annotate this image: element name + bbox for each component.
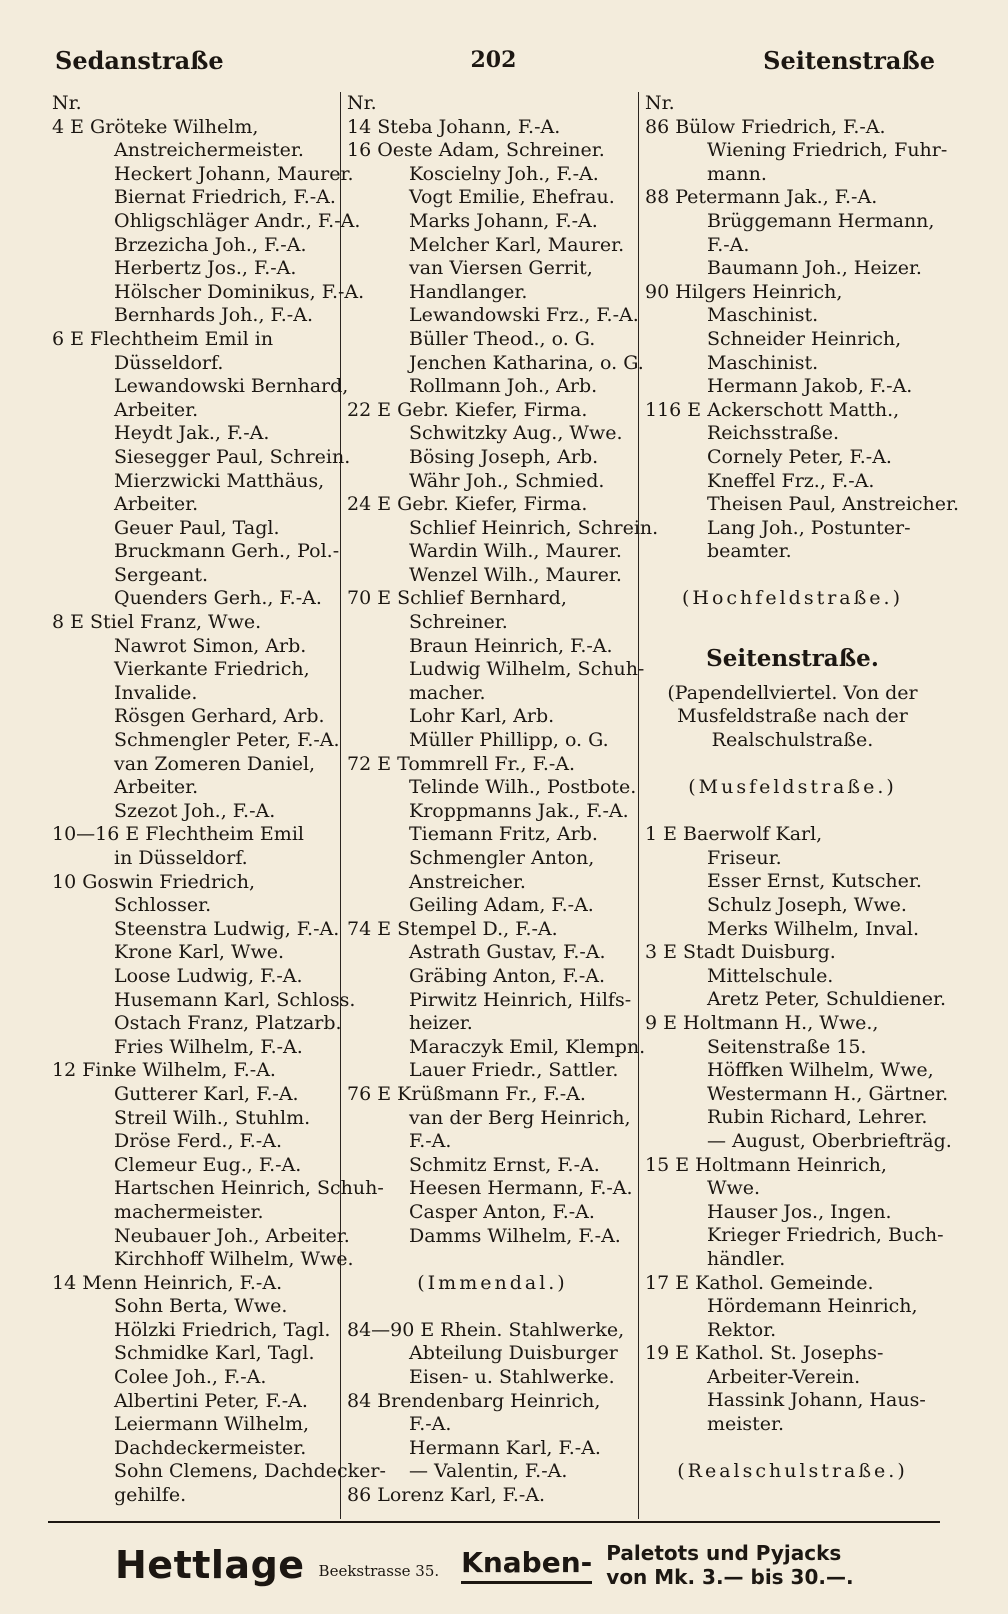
directory-entry: Maschinist. — [707, 351, 819, 374]
directory-entry: Wardin Wilh., Maurer. — [409, 540, 622, 563]
directory-entry: Handlanger. — [409, 280, 528, 303]
directory-entry: van Zomeren Daniel, — [114, 752, 316, 775]
directory-entry: Mittelschule. — [707, 964, 834, 987]
directory-entry: Heckert Johann, Maurer. — [114, 162, 354, 185]
directory-entry: Höffken Wilhelm, Wwe, — [707, 1059, 934, 1082]
section-title: Seitenstraße. — [706, 644, 879, 672]
directory-entry: Szezot Joh., F.-A. — [114, 799, 276, 822]
directory-entry: 70 E Schlief Bernhard, — [347, 587, 567, 610]
directory-entry: 74 E Stempel D., F.-A. — [347, 917, 558, 940]
directory-entry: Schulz Joseph, Wwe. — [707, 894, 907, 916]
ad-brand: Hettlage — [115, 1543, 305, 1587]
directory-entry: Reichsstraße. — [707, 422, 840, 445]
directory-entry: Düsseldorf. — [114, 351, 224, 374]
directory-entry — [347, 1295, 638, 1319]
page-number: 202 — [470, 47, 517, 73]
directory-entry: Nr. — [52, 92, 82, 114]
directory-entry: Wenzel Wilh., Maurer. — [409, 563, 622, 586]
column-left — [48, 92, 386, 1519]
directory-entry: Esser Ernst, Kutscher. — [707, 870, 922, 893]
street-heading: (Immendal.) — [417, 1271, 568, 1294]
street-heading: (Realschulstraße.) — [677, 1460, 908, 1483]
directory-entry: 84—90 E Rhein. Stahlwerke, — [347, 1318, 625, 1341]
directory-entry: 10 Goswin Friedrich, — [52, 870, 256, 893]
directory-entry: Streil Wilh., Stuhlm. — [114, 1106, 311, 1129]
directory-entry: Pirwitz Heinrich, Hilfs- — [409, 988, 632, 1011]
directory-entry: Kneffel Frz., F.-A. — [707, 469, 875, 492]
directory-entry: Neubauer Joh., Arbeiter. — [114, 1224, 350, 1247]
directory-entry: Hermann Karl, F.-A. — [409, 1436, 601, 1459]
directory-entry: 14 Steba Johann, F.-A. — [347, 115, 561, 138]
directory-entry: Hartschen Heinrich, Schuh- — [114, 1177, 384, 1200]
directory-entry: Nr. — [645, 92, 675, 114]
directory-entry: 86 Bülow Friedrich, F.-A. — [645, 115, 886, 138]
directory-entry: Lohr Karl, Arb. — [409, 705, 555, 728]
directory-entry: Lang Joh., Postunter- — [707, 516, 911, 539]
directory-entry: Nr. — [347, 92, 377, 114]
directory-entry: Sohn Berta, Wwe. — [114, 1295, 288, 1318]
directory-entry: 72 E Tommrell Fr., F.-A. — [347, 752, 576, 775]
directory-columns — [48, 92, 960, 1519]
directory-entry: Quenders Gerh., F.-A. — [114, 587, 322, 610]
street-heading: Realschulstraße. — [711, 728, 874, 751]
directory-entry: Koscielny Joh., F.-A. — [409, 162, 599, 185]
directory-entry: Kirchhoff Wilhelm, Wwe. — [114, 1248, 354, 1271]
directory-entry: Schlief Heinrich, Schrein. — [409, 516, 659, 539]
directory-entry: van Viersen Gerrit, — [409, 257, 593, 280]
directory-entry: Dachdeckermeister. — [114, 1436, 307, 1459]
directory-entry: 6 E Flechtheim Emil in — [52, 327, 274, 350]
directory-entry: Maschinist. — [707, 304, 819, 327]
directory-entry: Geiling Adam, F.-A. — [409, 894, 594, 917]
directory-entry: 76 E Krüßmann Fr., F.-A. — [347, 1082, 586, 1105]
directory-entry — [645, 1437, 940, 1461]
directory-entry: 24 E Gebr. Kiefer, Firma. — [347, 493, 588, 516]
directory-entry: Wwe. — [707, 1177, 761, 1200]
directory-entry: 4 E Gröteke Wilhelm, — [52, 115, 259, 138]
directory-entry: 1 E Baerwolf Karl, — [645, 823, 823, 846]
directory-entry: Theisen Paul, Anstreicher. — [707, 493, 960, 516]
directory-entry: Marks Johann, F.-A. — [409, 209, 598, 232]
directory-entry: Wiening Friedrich, Fuhr- — [707, 139, 948, 162]
ad-description — [606, 1541, 853, 1589]
directory-entry: 14 Menn Heinrich, F.-A. — [52, 1271, 283, 1294]
directory-entry: F.-A. — [409, 1130, 452, 1153]
directory-entry: Westermann H., Gärtner. — [707, 1082, 949, 1105]
directory-entry: Vierkante Friedrich, — [114, 658, 310, 681]
directory-entry: in Düsseldorf. — [114, 847, 248, 869]
directory-entry: Arbeiter-Verein. — [707, 1365, 861, 1388]
directory-entry: Schreiner. — [409, 611, 508, 634]
directory-entry: Seitenstraße 15. — [707, 1035, 867, 1058]
directory-entry: 86 Lorenz Karl, F.-A. — [347, 1484, 546, 1507]
directory-entry: Arbeiter. — [114, 493, 199, 516]
directory-entry: Biernat Friedrich, F.-A. — [114, 186, 336, 209]
directory-entry: Lewandowski Bernhard, — [114, 375, 349, 398]
directory-entry: 84 Brendenbarg Heinrich, — [347, 1389, 601, 1412]
directory-entry: Ostach Franz, Platzarb. — [114, 1012, 342, 1035]
directory-entry: Schneider Heinrich, — [707, 327, 902, 350]
advertisement — [115, 1530, 915, 1600]
directory-entry: Dröse Ferd., F.-A. — [114, 1130, 282, 1153]
directory-entry: beamter. — [707, 540, 792, 563]
directory-entry: F.-A. — [409, 1413, 452, 1436]
directory-entry: Schlosser. — [114, 894, 212, 917]
directory-entry: 12 Finke Wilhelm, F.-A. — [52, 1059, 276, 1082]
directory-entry: — Valentin, F.-A. — [409, 1460, 568, 1483]
directory-entry — [645, 800, 940, 824]
street-heading: (Papendellviertel. Von der — [667, 681, 918, 704]
directory-entry — [645, 564, 940, 588]
directory-entry: Rektor. — [707, 1318, 777, 1341]
directory-entry: Merks Wilhelm, Inval. — [707, 917, 920, 940]
directory-entry: Abteilung Duisburger — [409, 1342, 618, 1365]
column-right — [639, 92, 960, 1519]
directory-entry: Friseur. — [707, 846, 782, 869]
directory-entry: Hauser Jos., Ingen. — [707, 1200, 892, 1223]
directory-entry: Rösgen Gerhard, Arb. — [114, 705, 325, 728]
directory-entry: Geuer Paul, Tagl. — [114, 516, 280, 539]
directory-entry: Bösing Joseph, Arb. — [409, 445, 599, 468]
ad-address: Beekstrasse 35. — [318, 1562, 440, 1580]
directory-entry: meister. — [707, 1413, 785, 1436]
directory-entry: 9 E Holtmann H., Wwe., — [645, 1011, 879, 1034]
header-left-street: Sedanstraße — [55, 45, 224, 75]
directory-entry: Gräbing Anton, F.-A. — [409, 964, 606, 987]
directory-entry — [645, 752, 940, 776]
header-right-street: Seitenstraße — [763, 45, 935, 75]
directory-entry: Währ Joh., Schmied. — [409, 469, 605, 492]
directory-entry: Maraczyk Emil, Klempn. — [409, 1035, 646, 1058]
directory-entry: Lewandowski Frz., F.-A. — [409, 304, 639, 327]
directory-entry: Hassink Johann, Haus- — [707, 1389, 926, 1412]
ad-line-1: Paletots und Pyjacks — [606, 1541, 842, 1565]
directory-entry: Müller Phillipp, o. G. — [409, 729, 609, 752]
directory-entry: Brzezicha Joh., F.-A. — [114, 233, 307, 256]
directory-entry: Colee Joh., F.-A. — [114, 1366, 267, 1389]
directory-entry: Gutterer Karl, F.-A. — [114, 1082, 299, 1105]
directory-entry: Krone Karl, Wwe. — [114, 941, 285, 964]
directory-entry: 3 E Stadt Duisburg. — [645, 941, 836, 964]
directory-entry: — August, Oberbriefträg. — [707, 1129, 952, 1152]
directory-entry — [645, 611, 940, 635]
directory-entry: Braun Heinrich, F.-A. — [409, 634, 613, 657]
directory-entry: Loose Ludwig, F.-A. — [114, 964, 303, 987]
directory-entry: Mierzwicki Matthäus, — [114, 469, 325, 492]
directory-entry: 116 E Ackerschott Matth., — [645, 398, 900, 421]
directory-entry: 90 Hilgers Heinrich, — [645, 280, 843, 303]
directory-entry: Baumann Joh., Heizer. — [707, 257, 922, 280]
directory-entry: Arbeiter. — [114, 398, 199, 421]
footer-divider — [48, 1521, 940, 1523]
directory-entry: Herbertz Jos., F.-A. — [114, 257, 297, 280]
directory-entry: Bernhards Joh., F.-A. — [114, 304, 313, 327]
directory-entry: Ohligschläger Andr., F.-A. — [114, 209, 361, 232]
directory-entry: 22 E Gebr. Kiefer, Firma. — [347, 398, 588, 421]
directory-entry: heizer. — [409, 1012, 473, 1035]
directory-entry: Casper Anton, F.-A. — [409, 1200, 595, 1223]
street-heading: (Hochfeldstraße.) — [682, 587, 903, 610]
directory-entry: Rollmann Joh., Arb. — [409, 375, 598, 398]
directory-entry: 88 Petermann Jak., F.-A. — [645, 186, 878, 209]
directory-entry: Telinde Wilh., Postbote. — [409, 776, 637, 799]
directory-entry: Astrath Gustav, F.-A. — [409, 941, 606, 964]
ad-line-2: von Mk. 3.— bis 30.—. — [606, 1565, 854, 1589]
directory-entry: Jenchen Katharina, o. G. — [409, 351, 644, 374]
directory-entry: Hördemann Heinrich, — [707, 1295, 918, 1318]
directory-entry: Ludwig Wilhelm, Schuh- — [409, 658, 645, 681]
directory-entry: Damms Wilhelm, F.-A. — [409, 1224, 621, 1247]
directory-entry: Schwitzky Aug., Wwe. — [409, 422, 623, 445]
directory-entry: mann. — [707, 162, 767, 185]
directory-entry: Büller Theod., o. G. — [409, 327, 596, 350]
directory-entry: F.-A. — [707, 233, 750, 256]
directory-entry: Invalide. — [114, 681, 198, 704]
directory-entry: Vogt Emilie, Ehefrau. — [409, 186, 615, 209]
directory-entry: Schmengler Peter, F.-A. — [114, 729, 340, 752]
directory-entry: Eisen- u. Stahlwerke. — [409, 1366, 615, 1389]
directory-entry: 8 E Stiel Franz, Wwe. — [52, 611, 262, 634]
directory-entry: Hölzki Friedrich, Tagl. — [114, 1318, 331, 1341]
directory-entry: Brüggemann Hermann, — [707, 209, 935, 232]
directory-entry: Lauer Friedr., Sattler. — [409, 1059, 619, 1082]
directory-entry: Anstreicher. — [409, 870, 526, 893]
directory-entry: Tiemann Fritz, Arb. — [409, 823, 598, 846]
directory-entry: 19 E Kathol. St. Josephs- — [645, 1342, 884, 1365]
directory-entry: Hermann Jakob, F.-A. — [707, 375, 913, 398]
directory-entry: Anstreichermeister. — [114, 139, 304, 162]
directory-entry: Schmidke Karl, Tagl. — [114, 1342, 315, 1365]
directory-entry: Clemeur Eug., F.-A. — [114, 1153, 302, 1176]
directory-entry: Melcher Karl, Maurer. — [409, 233, 625, 256]
directory-entry: Krieger Friedrich, Buch- — [707, 1224, 944, 1247]
directory-entry: Siesegger Paul, Schrein. — [114, 445, 351, 468]
directory-entry: Arbeiter. — [114, 776, 199, 799]
directory-entry: 16 Oeste Adam, Schreiner. — [347, 139, 605, 162]
directory-entry: Fries Wilhelm, F.-A. — [114, 1035, 303, 1058]
street-heading: Musfeldstraße nach der — [677, 705, 908, 728]
ad-category: Knaben- — [461, 1546, 592, 1584]
directory-entry: Leiermann Wilhelm, — [114, 1413, 310, 1436]
directory-entry: Heydt Jak., F.-A. — [114, 422, 270, 445]
directory-entry: 15 E Holtmann Heinrich, — [645, 1153, 887, 1176]
directory-entry: händler. — [707, 1247, 786, 1270]
directory-entry: Heesen Hermann, F.-A. — [409, 1177, 633, 1200]
directory-entry: 17 E Kathol. Gemeinde. — [645, 1271, 874, 1294]
directory-entry — [347, 1248, 638, 1272]
directory-entry: Schmengler Anton, — [409, 847, 595, 869]
directory-entry: Husemann Karl, Schloss. — [114, 988, 356, 1011]
page-header — [55, 40, 935, 80]
directory-entry: Bruckmann Gerh., Pol.- — [114, 540, 340, 563]
directory-entry: Schmitz Ernst, F.-A. — [409, 1153, 600, 1176]
directory-entry: 10—16 E Flechtheim Emil — [52, 823, 304, 846]
directory-entry: Sergeant. — [114, 563, 208, 586]
directory-entry: van der Berg Heinrich, — [409, 1106, 631, 1129]
directory-entry: gehilfe. — [114, 1484, 187, 1507]
directory-entry: Steenstra Ludwig, F.-A. — [114, 917, 340, 940]
directory-entry: machermeister. — [114, 1200, 264, 1223]
directory-entry: Sohn Clemens, Dachdecker- — [114, 1460, 386, 1483]
directory-entry: Albertini Peter, F.-A. — [114, 1389, 308, 1412]
column-middle — [341, 92, 659, 1519]
street-heading: (Musfeldstraße.) — [688, 776, 897, 799]
directory-entry: Nawrot Simon, Arb. — [114, 634, 307, 657]
directory-entry: Kroppmanns Jak., F.-A. — [409, 799, 629, 822]
directory-entry: Cornely Peter, F.-A. — [707, 445, 892, 468]
directory-entry: macher. — [409, 681, 486, 704]
directory-entry: Hölscher Dominikus, F.-A. — [114, 280, 365, 303]
directory-entry: Aretz Peter, Schuldiener. — [707, 988, 947, 1011]
directory-entry: Rubin Richard, Lehrer. — [707, 1106, 928, 1129]
